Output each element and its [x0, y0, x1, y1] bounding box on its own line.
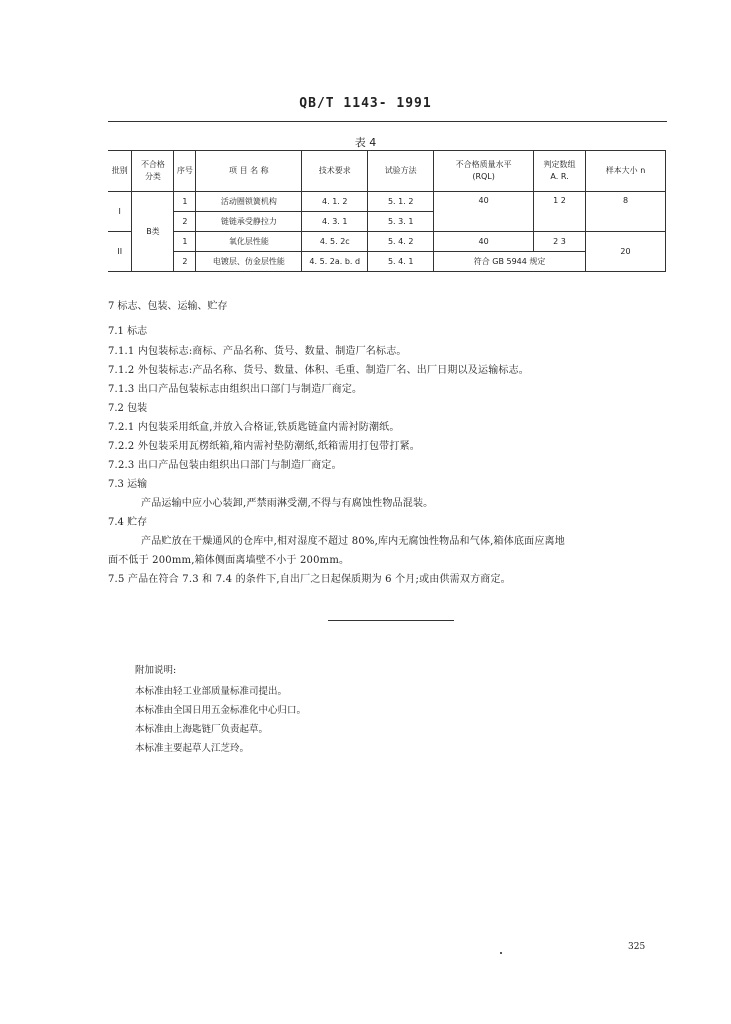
- section-7-2-1: 7.2.1 内包装采用纸盒,并放入合格证,铁质匙链盒内需衬防潮纸。: [108, 422, 400, 433]
- document-header: QB/T 1143- 1991: [299, 96, 432, 111]
- method-cell: 5. 3. 1: [368, 212, 434, 232]
- col-header-category: 不合格 分类: [132, 151, 174, 192]
- seq-cell: 1: [174, 232, 196, 252]
- scan-speck: [500, 952, 502, 954]
- section-7-2-3: 7.2.3 出口产品包装由组织出口部门与制造厂商定。: [108, 460, 342, 471]
- seq-cell: 2: [174, 252, 196, 272]
- section-7-3-heading: 7.3 运输: [108, 479, 148, 490]
- end-rule: [328, 620, 454, 621]
- method-cell: 5. 1. 2: [368, 192, 434, 212]
- requirement-cell: 4. 5. 2a. b. d: [302, 252, 368, 272]
- batch-cell: I: [108, 192, 132, 232]
- notes-line: 本标准由全国日用五金标准化中心归口。: [135, 705, 307, 716]
- sample-size-cell: 20: [586, 232, 666, 272]
- requirement-cell: 4. 3. 1: [302, 212, 368, 232]
- section-7-1-3: 7.1.3 出口产品包装标志由组织出口部门与制造厂商定。: [108, 384, 363, 395]
- requirement-cell: 4. 1. 2: [302, 192, 368, 212]
- section-7-1-2: 7.1.2 外包装标志:产品名称、货号、数量、体积、毛重、制造厂名、出厂日期以及运输标志。: [108, 365, 529, 376]
- section-7-4-text-1: 产品贮放在干燥通风的仓库中,相对湿度不超过 80%,库内无腐蚀性物品和气体,箱体底面应离地: [141, 536, 565, 547]
- section-7-1-heading: 7.1 标志: [108, 326, 148, 337]
- table-row: [108, 192, 666, 212]
- section-7-4-text-2: 面不低于 200mm,箱体侧面离墙壁不小于 200mm。: [108, 555, 350, 566]
- section-7-4-heading: 7.4 贮存: [108, 517, 148, 528]
- table-row: [108, 252, 666, 272]
- col-header-item-name: 项 目 名 称: [196, 151, 302, 192]
- item-name-cell: 电镀层、仿金层性能: [196, 252, 302, 272]
- header-rule: [108, 121, 667, 122]
- section-7-3-text: 产品运输中应小心装卸,严禁雨淋受潮,不得与有腐蚀性物品混装。: [141, 498, 434, 509]
- section-7-1-1: 7.1.1 内包装标志:商标、产品名称、货号、数量、制造厂名标志。: [108, 346, 407, 357]
- rql-ar-merged-cell: 符合 GB 5944 规定: [434, 252, 586, 272]
- ar-cell: 2 3: [534, 232, 586, 252]
- col-header-requirement: 技术要求: [302, 151, 368, 192]
- table-row: [108, 232, 666, 252]
- section-7-2-2: 7.2.2 外包装采用瓦楞纸箱,箱内需衬垫防潮纸,纸箱需用打包带打紧。: [108, 441, 420, 452]
- col-header-batch: 批别: [108, 151, 132, 192]
- sample-size-cell: 8: [586, 192, 666, 232]
- rql-cell: 40: [434, 192, 534, 232]
- inspection-table: [108, 150, 666, 272]
- ar-cell: 1 2: [534, 192, 586, 232]
- category-cell: B类: [132, 192, 174, 272]
- section-7-heading: 7 标志、包装、运输、贮存: [108, 301, 228, 312]
- table-title: 表 4: [354, 136, 377, 149]
- item-name-cell: 链链承受静拉力: [196, 212, 302, 232]
- notes-line: 本标准主要起草人江芝玲。: [135, 743, 250, 754]
- item-name-cell: 活动圈锁簧机构: [196, 192, 302, 212]
- col-header-ar: 判定数组 A. R.: [534, 151, 586, 192]
- batch-cell: II: [108, 232, 132, 272]
- notes-line: 本标准由轻工业部质量标准司提出。: [135, 686, 288, 697]
- requirement-cell: 4. 5. 2c: [302, 232, 368, 252]
- method-cell: 5. 4. 1: [368, 252, 434, 272]
- method-cell: 5. 4. 2: [368, 232, 434, 252]
- section-7-5: 7.5 产品在符合 7.3 和 7.4 的条件下,自出厂之日起保质期为 6 个月;或由供需双方商定。: [108, 574, 511, 585]
- seq-cell: 1: [174, 192, 196, 212]
- col-header-sample-size: 样本大小 n: [586, 151, 666, 192]
- section-7-2-heading: 7.2 包装: [108, 403, 148, 414]
- col-header-seq: 序号: [174, 151, 196, 192]
- notes-title: 附加说明:: [135, 665, 177, 676]
- col-header-test-method: 试验方法: [368, 151, 434, 192]
- col-header-rql: 不合格质量水平 (RQL): [434, 151, 534, 192]
- notes-line: 本标准由上海匙链厂负责起草。: [135, 724, 269, 735]
- item-name-cell: 氧化层性能: [196, 232, 302, 252]
- seq-cell: 2: [174, 212, 196, 232]
- page-number: 325: [628, 942, 646, 952]
- rql-cell: 40: [434, 232, 534, 252]
